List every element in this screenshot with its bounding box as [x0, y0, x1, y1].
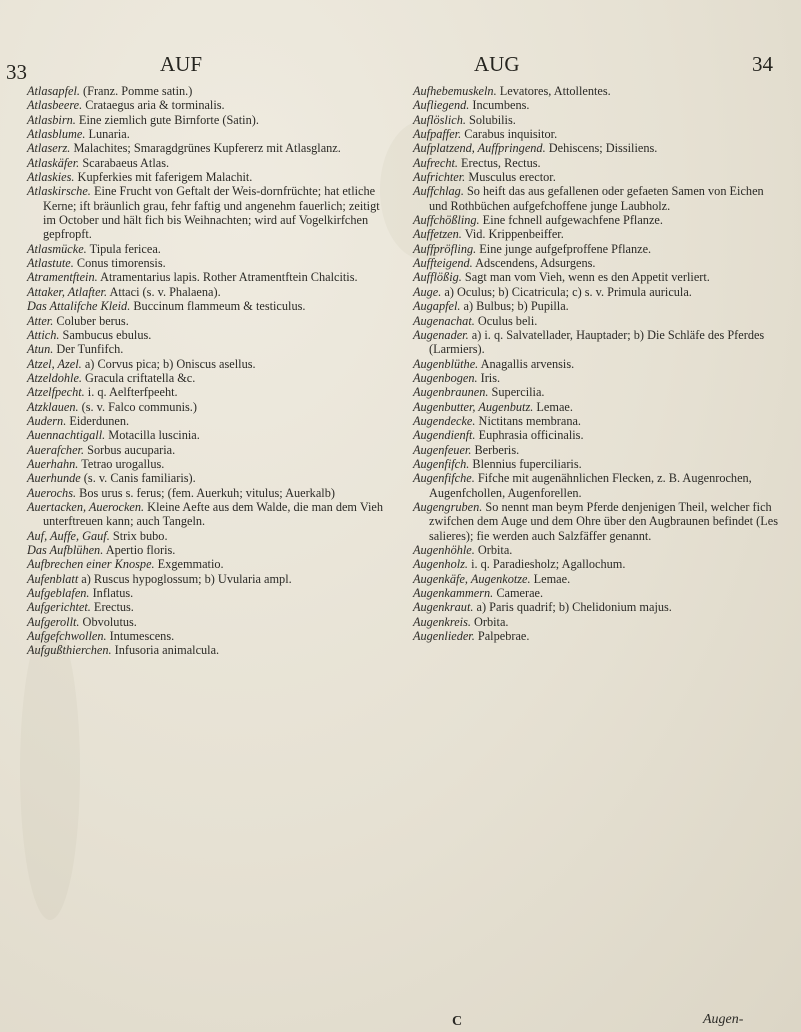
dictionary-entry	[413, 413, 783, 428]
dictionary-entry	[27, 356, 392, 371]
entry-definition: Apertio floris.	[103, 543, 176, 557]
entry-headword: Augenblüthe.	[413, 356, 479, 371]
entry-headword: Aufgefchwollen.	[27, 629, 107, 644]
entry-definition: Incumbens.	[469, 98, 530, 113]
entry-definition: a) Corvus pica; b) Oniscus asellus.	[81, 356, 256, 371]
dictionary-entry	[27, 155, 392, 170]
entry-definition: Fifche mit augenähnlichen Flecken, z. B. Augenrochen, Augenfchollen, Augenforellen.	[429, 471, 752, 500]
entry-headword: Atlaskäfer.	[27, 155, 80, 170]
entry-definition: a) i. q. Salvatellader, Hauptader; b) Die Schläfe des Pferdes (Larmiers).	[429, 327, 765, 357]
entry-headword: Aufflößig.	[413, 270, 462, 285]
entry-definition: Der Tunfifch.	[53, 342, 124, 357]
dictionary-entry	[413, 98, 783, 113]
entry-definition: i. q. Paradiesholz; Agallochum.	[468, 557, 626, 572]
entry-definition: Malachites; Smaragdgrünes Kupfererz mit Atlasglanz.	[70, 141, 341, 156]
dictionary-entry	[413, 327, 783, 357]
entry-headword: Aufplatzend, Auffpringend.	[413, 141, 546, 156]
dictionary-entry	[27, 471, 392, 486]
entry-headword: Auennachtigall.	[27, 428, 106, 443]
entry-definition: Sorbus aucuparia.	[84, 442, 176, 457]
entry-definition: Bos urus s. ferus; (fem. Auerkuh; vitulus; Auerkalb)	[76, 485, 335, 500]
entry-headword: Aufhebemuskeln.	[413, 84, 497, 98]
entry-definition: Infusoria animalcula.	[111, 643, 220, 658]
dictionary-entry	[27, 170, 392, 185]
dictionary-entry	[27, 184, 392, 242]
entry-definition: Eine Frucht von Geftalt der Weis-dornfrüchte; hat etliche Kerne; ift bräunlich grau, fehr faftig und angenehm fauerlich; zeitigt im October und hält fich bis Weihnachten; wird auf Vogelkirfchen gepfropft.	[43, 184, 380, 242]
dictionary-entry	[413, 256, 783, 271]
dictionary-entry	[27, 571, 392, 586]
dictionary-entry	[413, 284, 783, 299]
entry-headword: Augendecke.	[413, 413, 476, 428]
entry-headword: Das Attalifche Kleid.	[27, 299, 131, 314]
dictionary-entry	[413, 385, 783, 400]
entry-headword: Atlasbirn.	[27, 112, 76, 127]
left-page-number: 33	[6, 60, 27, 84]
entry-definition: Inflatus.	[89, 586, 134, 601]
entry-headword: Atlasapfel.	[27, 84, 80, 98]
entry-headword: Augenkraut.	[413, 600, 474, 615]
entry-headword: Auerhahn.	[27, 456, 79, 471]
entry-definition: a) Ruscus hypoglossum; b) Uvularia ampl.	[78, 571, 292, 586]
dictionary-entry	[27, 499, 392, 529]
entry-headword: Augenlieder.	[413, 629, 475, 644]
entry-definition: Sambucus ebulus.	[59, 327, 152, 342]
entry-definition: Oculus beli.	[474, 313, 538, 328]
dictionary-entry	[27, 428, 392, 443]
entry-definition: Lemae.	[530, 571, 571, 586]
dictionary-entry	[413, 127, 783, 142]
entry-headword: Aufgerollt.	[27, 614, 80, 629]
dictionary-entry	[413, 241, 783, 256]
dictionary-entry	[413, 299, 783, 314]
entry-headword: Atlasblume.	[27, 127, 86, 142]
dictionary-entry	[413, 499, 783, 543]
entry-headword: Atzelfpecht.	[27, 385, 85, 400]
dictionary-entry	[27, 543, 392, 557]
dictionary-entry	[27, 643, 392, 658]
entry-definition: Gracula criftatella &c.	[81, 370, 196, 385]
entry-definition: Euphrasia officinalis.	[475, 428, 584, 443]
entry-definition: Eine fchnell aufgewachfene Pflanze.	[479, 213, 663, 228]
dictionary-entry	[27, 299, 392, 314]
entry-headword: Auf, Auffe, Gauf.	[27, 528, 110, 543]
entry-headword: Aufbrechen einer Knospe.	[27, 557, 155, 572]
entry-headword: Audern.	[27, 413, 67, 428]
dictionary-entry	[413, 629, 783, 644]
catchword: Augen-	[703, 1012, 744, 1027]
dictionary-entry	[413, 471, 783, 500]
entry-definition: a) Oculus; b) Cicatricula; c) s. v. Primula auricula.	[441, 284, 692, 299]
entry-headword: Augapfel.	[413, 299, 461, 314]
entry-headword: Auffchlag.	[413, 184, 464, 199]
entry-headword: Augendienft.	[413, 428, 476, 443]
dictionary-entry	[27, 370, 392, 385]
dictionary-entry	[413, 84, 783, 98]
entry-definition: Carabus inquisitor.	[461, 127, 558, 142]
entry-headword: Attich.	[27, 327, 60, 342]
entry-definition: Tipula fericea.	[86, 241, 161, 256]
entry-headword: Aufpaffer.	[413, 127, 462, 142]
entry-headword: Aufliegend.	[413, 98, 470, 113]
right-page-number: 34	[752, 52, 773, 76]
entry-definition: Intumescens.	[106, 629, 175, 644]
entry-headword: Augenfifche.	[413, 471, 475, 486]
entry-headword: Attaker, Atlafter.	[27, 284, 108, 299]
entry-headword: Augenachat.	[413, 313, 475, 328]
entry-definition: Orbita.	[470, 614, 509, 629]
entry-definition: Musculus erector.	[465, 170, 556, 185]
entry-headword: Aufgerichtet.	[27, 600, 91, 615]
entry-headword: Auffchößling.	[413, 213, 480, 228]
entry-definition: Blennius fuperciliaris.	[469, 456, 582, 471]
dictionary-entry	[413, 112, 783, 127]
entry-definition: So nennt man beym Pferde denjenigen Theil, welcher fich zwifchen dem Auge und dem Ohre über den Augbraunen befindet (Les salieres); fie werden auch Salzfäffer genannt.	[429, 499, 778, 543]
entry-headword: Auflöslich.	[413, 112, 466, 127]
dictionary-entry	[27, 442, 392, 457]
entry-definition: a) Bulbus; b) Pupilla.	[460, 299, 569, 314]
entry-definition: Dehiscens; Dissiliens.	[545, 141, 658, 156]
entry-definition: Eiderdunen.	[66, 413, 130, 428]
entry-headword: Auertacken, Auerocken.	[27, 499, 145, 514]
entry-headword: Augenhöhle.	[413, 543, 475, 557]
dictionary-entry	[27, 256, 392, 271]
dictionary-entry	[27, 629, 392, 644]
entry-definition: Camerae.	[493, 586, 544, 601]
entry-headword: Atlasbeere.	[27, 98, 83, 113]
entry-headword: Augenbraunen.	[413, 385, 489, 400]
entry-headword: Auerafcher.	[27, 442, 85, 457]
entry-definition: (Franz. Pomme satin.)	[79, 84, 193, 98]
entry-definition: Lemae.	[533, 399, 573, 414]
signature-mark: C	[452, 1014, 463, 1029]
entry-definition: Solubilis.	[465, 112, 516, 127]
entry-headword: Atlaserz.	[27, 141, 71, 156]
dictionary-entry	[413, 571, 783, 586]
entry-headword: Auffteigend.	[413, 256, 473, 271]
entry-definition: Atramentarius lapis. Rother Atramentftein Chalcitis.	[97, 270, 358, 285]
entry-definition: Erectus.	[90, 600, 134, 615]
entry-headword: Augenkäfe, Augenkotze.	[413, 571, 531, 586]
entry-definition: Conus timorensis.	[73, 256, 166, 271]
entry-headword: Auerochs.	[27, 485, 77, 500]
entry-headword: Atun.	[27, 342, 54, 357]
entry-definition: Palpebrae.	[474, 629, 530, 644]
right-running-head: AUG	[474, 52, 520, 76]
entry-definition: Anagallis arvensis.	[478, 356, 575, 371]
dictionary-entry	[413, 313, 783, 328]
entry-definition: Berberis.	[471, 442, 520, 457]
entry-definition: Buccinum flammeum & testiculus.	[130, 299, 306, 314]
entry-headword: Atzeldohle.	[27, 370, 82, 385]
dictionary-entry	[27, 385, 392, 400]
entry-definition: Adscendens, Adsurgens.	[472, 256, 596, 271]
entry-headword: Atlaskirsche.	[27, 184, 91, 199]
dictionary-entry	[27, 342, 392, 357]
entry-headword: Augenfifch.	[413, 456, 470, 471]
dictionary-entry	[27, 112, 392, 127]
dictionary-entry	[413, 600, 783, 615]
dictionary-entry	[413, 614, 783, 629]
entry-headword: Auge.	[413, 284, 442, 299]
dictionary-entry	[413, 170, 783, 185]
entry-definition: Vid. Krippenbeiffer.	[461, 227, 564, 242]
entry-definition: Orbita.	[474, 543, 513, 557]
dictionary-entry	[413, 370, 783, 385]
dictionary-entry	[413, 270, 783, 285]
entry-headword: Augenholz.	[413, 557, 468, 572]
entry-headword: Aufrecht.	[413, 155, 458, 170]
dictionary-entry	[413, 442, 783, 457]
entry-headword: Atter.	[27, 313, 54, 328]
dictionary-entry	[27, 127, 392, 142]
dictionary-entry	[27, 456, 392, 471]
dictionary-entry	[27, 413, 392, 428]
dictionary-entry	[27, 327, 392, 342]
entry-headword: Das Aufblühen.	[27, 543, 104, 557]
entry-definition: Kleine Aefte aus dem Walde, die man dem Vieh unterftreuen kann; auch Tangeln.	[43, 499, 384, 529]
dictionary-entry	[27, 284, 392, 299]
entry-definition: Iris.	[477, 370, 501, 385]
entry-headword: Atzklauen.	[27, 399, 79, 414]
entry-definition: Eine ziemlich gute Birnforte (Satin).	[75, 112, 259, 127]
entry-definition: a) Paris quadrif; b) Chelidonium majus.	[473, 600, 672, 615]
entry-definition: Lunaria.	[85, 127, 130, 142]
dictionary-entry	[27, 614, 392, 629]
entry-definition: Kupferkies mit faferigem Malachit.	[74, 170, 253, 185]
dictionary-entry	[413, 141, 783, 156]
entry-definition: Obvolutus.	[79, 614, 137, 629]
right-column	[413, 84, 783, 643]
dictionary-entry	[413, 356, 783, 371]
entry-headword: Aufgußthierchen.	[27, 643, 112, 658]
entry-definition: i. q. Aelfterfpeeht.	[84, 385, 178, 400]
entry-headword: Augenader.	[413, 327, 469, 342]
entry-headword: Auffpröfling.	[413, 241, 477, 256]
left-running-head: AUF	[160, 52, 203, 76]
dictionary-entry	[413, 557, 783, 572]
entry-definition: Erectus, Rectus.	[457, 155, 541, 170]
entry-definition: Exgemmatio.	[154, 557, 224, 572]
dictionary-entry	[413, 543, 783, 557]
entry-headword: Auerhunde	[27, 471, 81, 486]
dictionary-entry	[413, 399, 783, 414]
dictionary-entry	[27, 557, 392, 572]
entry-definition: Sagt man vom Vieh, wenn es den Appetit verliert.	[461, 270, 710, 285]
entry-headword: Augengruben.	[413, 499, 483, 514]
dictionary-entry	[27, 84, 392, 98]
entry-definition: Attaci (s. v. Phalaena).	[107, 284, 221, 299]
dictionary-entry	[27, 241, 392, 256]
entry-definition: (s. v. Canis familiaris).	[80, 471, 196, 486]
dictionary-entry	[27, 528, 392, 543]
entry-headword: Augenfeuer.	[413, 442, 472, 457]
entry-headword: Atlaskies.	[27, 170, 75, 185]
entry-headword: Auffetzen.	[413, 227, 462, 242]
dictionary-entry	[413, 456, 783, 471]
dictionary-entry	[413, 184, 783, 213]
dictionary-entry	[27, 270, 392, 285]
entry-headword: Atramentftein.	[27, 270, 98, 285]
entry-headword: Augenkreis.	[413, 614, 471, 629]
dictionary-entry	[27, 600, 392, 615]
entry-definition: Eine junge aufgefproffene Pflanze.	[476, 241, 652, 256]
dictionary-entry	[413, 155, 783, 170]
entry-definition: Nictitans membrana.	[475, 413, 581, 428]
dictionary-entry	[413, 428, 783, 443]
dictionary-entry	[27, 313, 392, 328]
entry-definition: Scarabaeus Atlas.	[79, 155, 170, 170]
entry-definition: Strix bubo.	[109, 528, 168, 543]
entry-definition: Motacilla luscinia.	[105, 428, 200, 443]
dictionary-entry	[27, 586, 392, 601]
dictionary-entry	[27, 399, 392, 414]
entry-headword: Aufrichter.	[413, 170, 466, 185]
dictionary-entry	[413, 227, 783, 242]
entry-definition: Crataegus aria & torminalis.	[82, 98, 225, 113]
entry-headword: Aufgeblafen.	[27, 586, 90, 601]
entry-headword: Augenkammern.	[413, 586, 494, 601]
dictionary-entry	[27, 98, 392, 113]
paper-stain	[20, 620, 80, 920]
entry-definition: Tetrao urogallus.	[78, 456, 165, 471]
entry-headword: Augenbogen.	[413, 370, 478, 385]
entry-headword: Atzel, Azel.	[27, 356, 82, 371]
entry-headword: Atlastute.	[27, 256, 74, 271]
entry-headword: Atlasmücke.	[27, 241, 87, 256]
left-column	[27, 84, 392, 658]
entry-headword: Augenbutter, Augenbutz.	[413, 399, 534, 414]
dictionary-entry	[413, 586, 783, 601]
dictionary-entry	[27, 141, 392, 156]
entry-headword: Aufenblatt	[27, 571, 79, 586]
entry-definition: Levatores, Attollentes.	[496, 84, 611, 98]
entry-definition: (s. v. Falco communis.)	[78, 399, 197, 414]
entry-definition: Supercilia.	[488, 385, 545, 400]
dictionary-entry	[27, 485, 392, 500]
entry-definition: So heift das aus gefallenen oder gefaeten Samen von Eichen und Rothbüchen aufgefchoffene junge Laubholz.	[429, 184, 764, 213]
dictionary-entry	[413, 213, 783, 228]
entry-definition: Coluber berus.	[53, 313, 129, 328]
